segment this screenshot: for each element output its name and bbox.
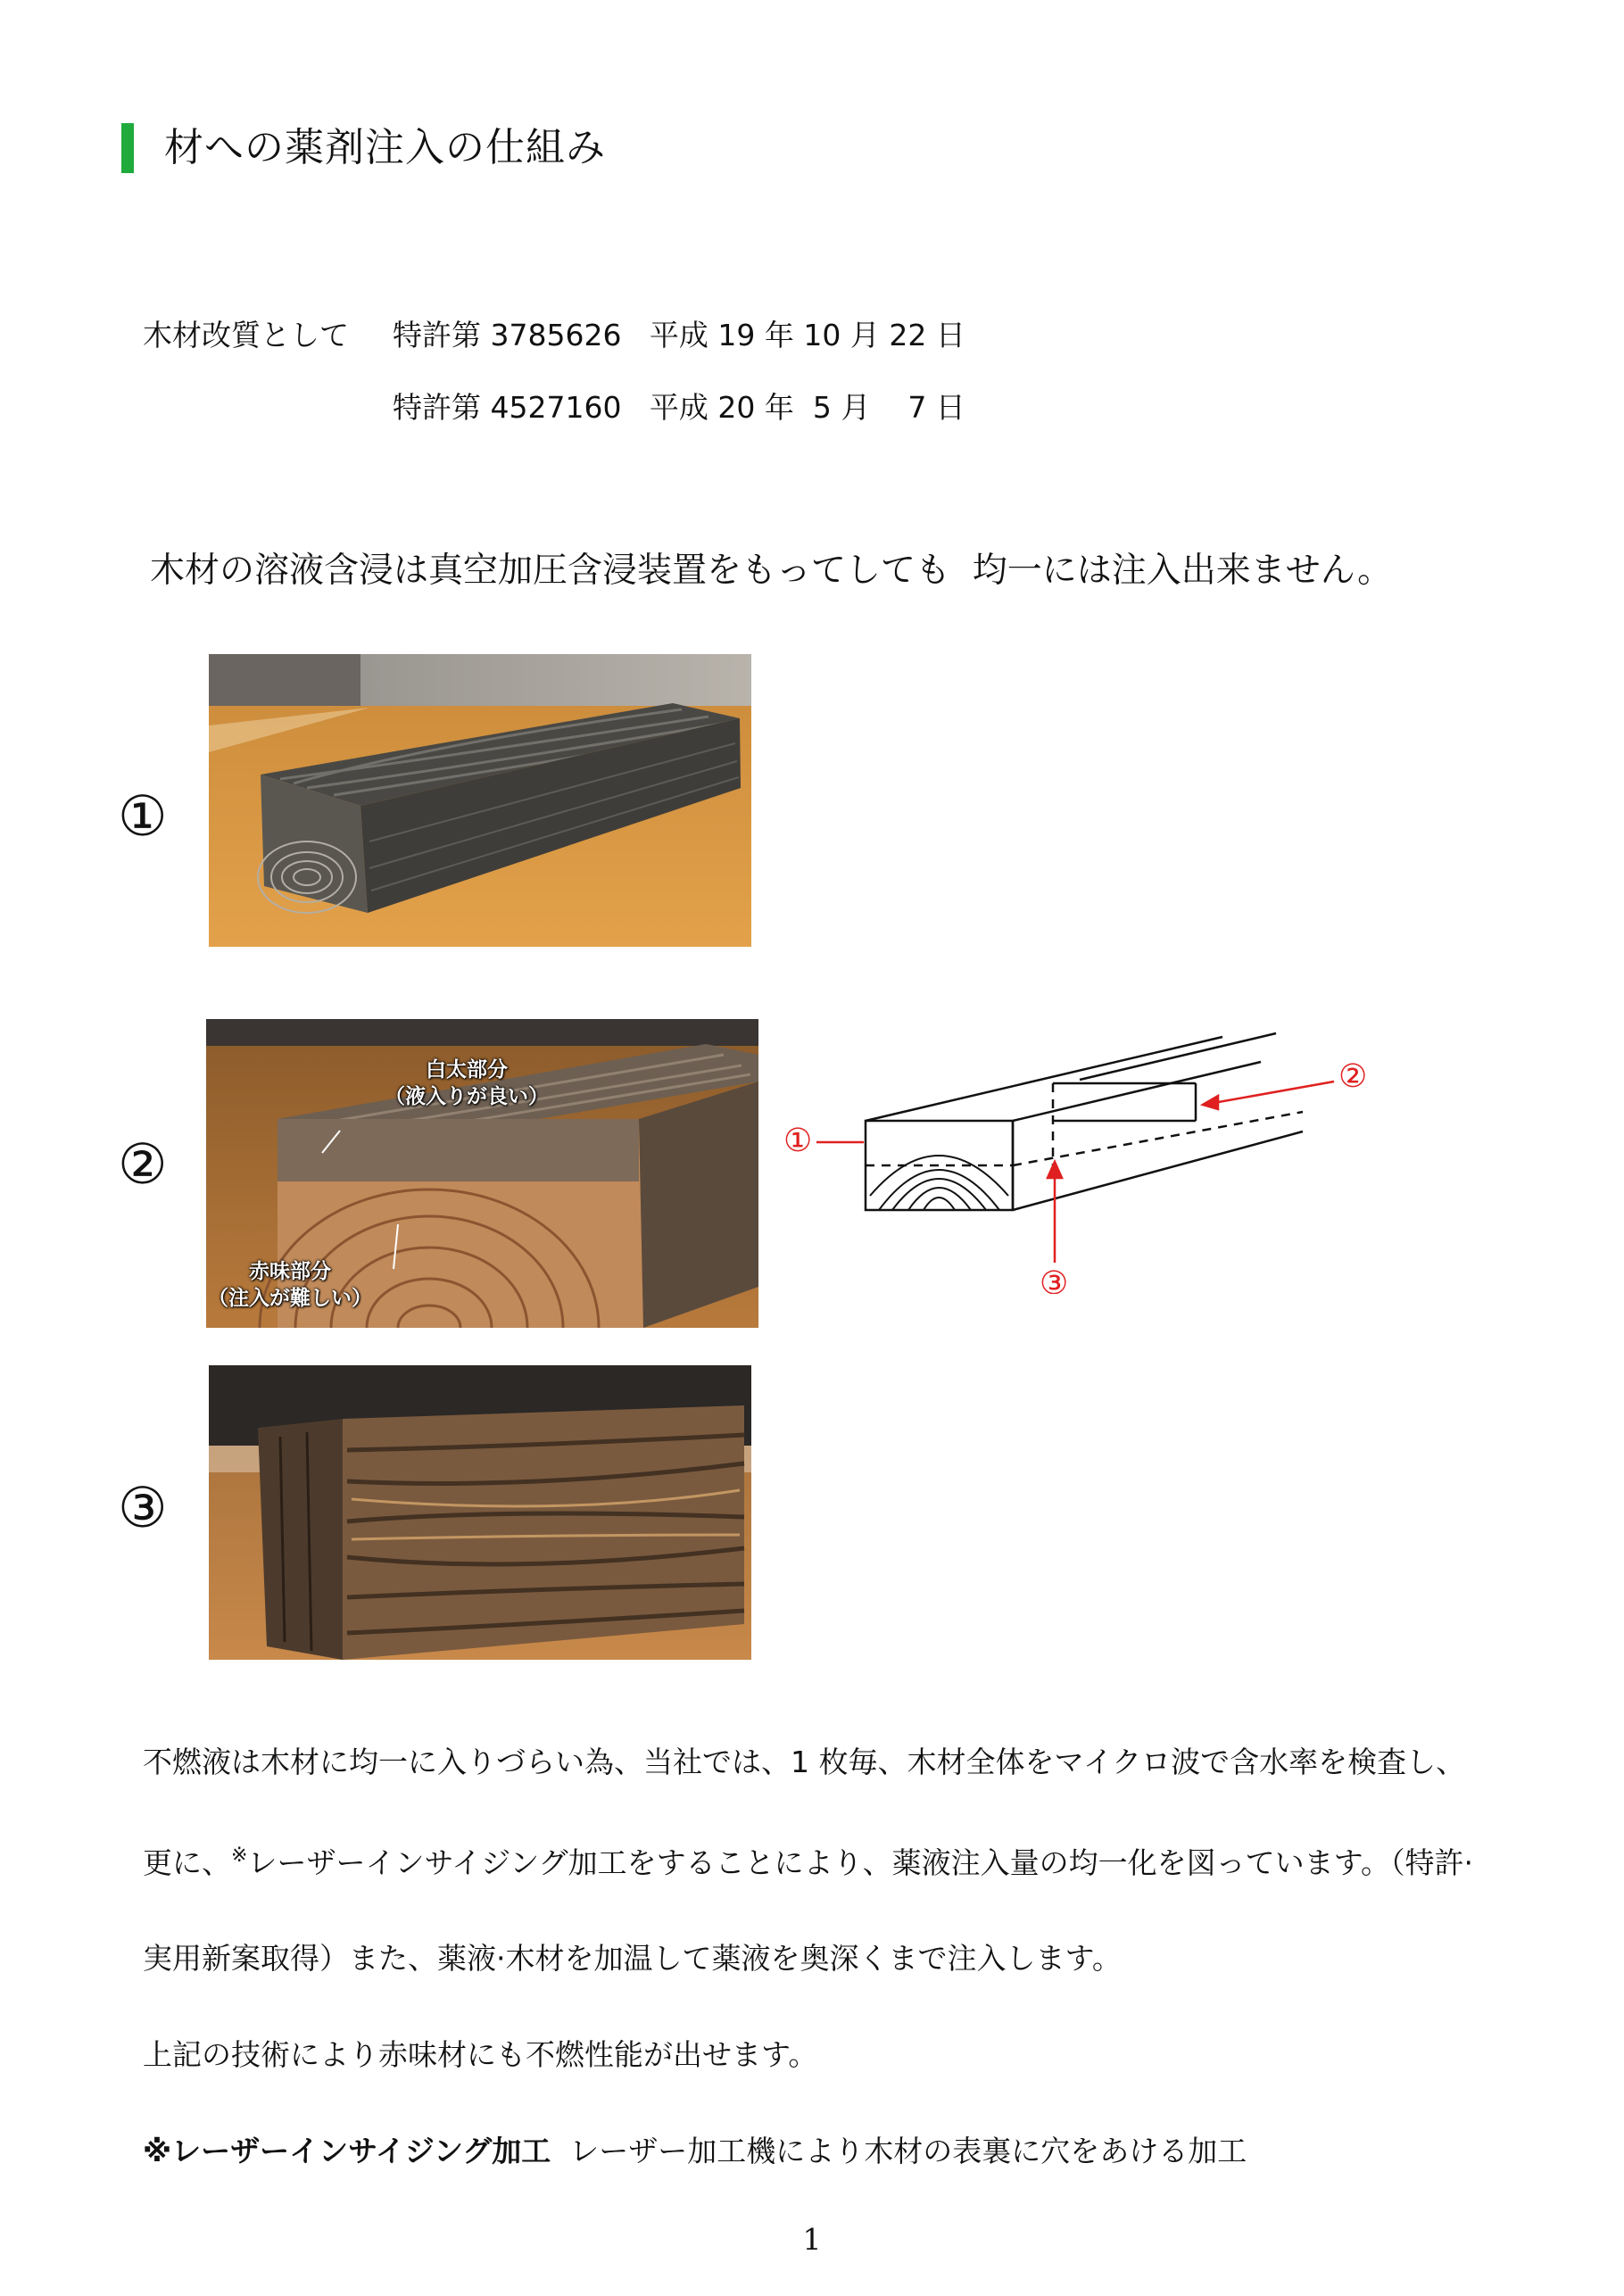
note-mark: ※: [231, 1844, 248, 1867]
body-paragraph-line: 不燃液は木材に均一に入りづらい為、当社では、1 枚毎、木材全体をマイクロ波で含水率を検査し、: [143, 1745, 1466, 1779]
footnote-title: ※レーザーインサイジング加工: [143, 2134, 551, 2168]
patent-entry: 特許第 3785626 平成 19 年 10 月 22 日: [393, 318, 965, 352]
body-paragraph-line: 上記の技術により赤味材にも不燃性能が出せます。: [143, 2037, 818, 2072]
figure-marker-2: ②: [118, 1131, 168, 1197]
patent-label: 木材改質として: [143, 318, 349, 352]
page-number: 1: [802, 2222, 822, 2257]
figure-marker-3: ③: [118, 1475, 168, 1540]
diagram-label-1: ①: [783, 1123, 813, 1159]
lead-statement: 木材の溶液含浸は真空加圧含浸装置をもってしても 均一には注入出来ません。: [150, 551, 1393, 591]
diagram-label-3: ③: [1040, 1265, 1069, 1294]
photo-lumber-side-grain: [209, 1365, 751, 1660]
heartwood-label: 赤味部分 （注入が難しい）: [208, 1260, 372, 1310]
lumber-cross-section-diagram: [776, 1026, 1401, 1294]
footnote: [143, 2132, 1247, 2171]
heading-accent-bar: [121, 123, 134, 173]
photo-lumber-uneven-surface: [209, 654, 751, 947]
body-paragraph-line: 更に、※レーザーインサイジング加工をすることにより、薬液注入量の均一化を図っています。（特許·: [143, 1844, 1473, 1880]
figure-marker-1: ①: [118, 783, 168, 849]
footnote-text: レーザー加工機により木材の表裏に穴をあける加工: [551, 2134, 1247, 2168]
page-title: 材への薬剤注入の仕組み: [164, 125, 606, 170]
photo-lumber-end-grain: [206, 1019, 758, 1328]
patent-entry: 特許第 4527160 平成 20 年 5 月 7 日: [393, 390, 965, 425]
diagram-label-2: ②: [1338, 1058, 1368, 1095]
sapwood-label: 白太部分 （液入りが良い）: [385, 1058, 549, 1108]
body-paragraph-line: 実用新案取得）また、薬液·木材を加温して薬液を奥深くまで注入します。: [143, 1941, 1122, 1976]
